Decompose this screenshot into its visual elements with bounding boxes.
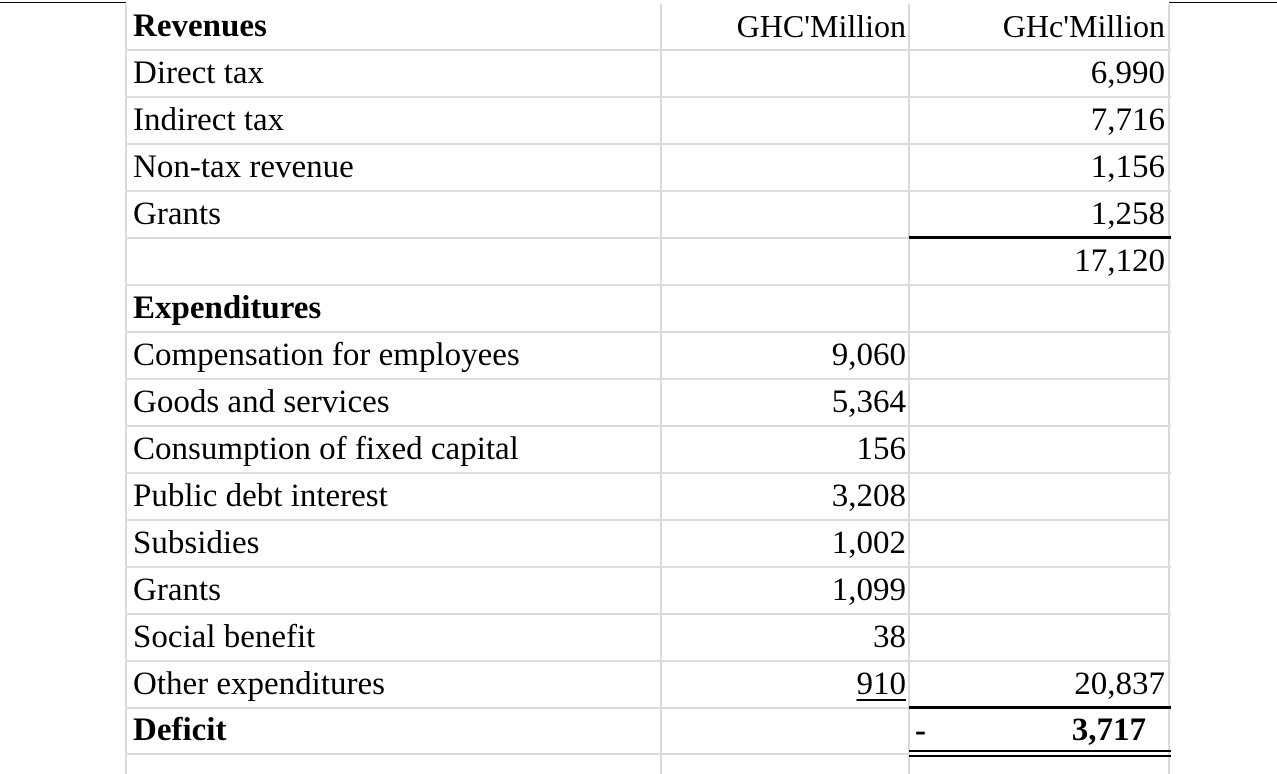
row-label: Other expenditures <box>133 666 385 702</box>
row-value: 7,716 <box>1090 102 1165 138</box>
table-row <box>125 521 1171 568</box>
row-value: 910 <box>856 666 906 702</box>
revenue-total: 17,120 <box>1074 243 1165 279</box>
table-row <box>125 615 1171 662</box>
double-underline-bottom <box>909 755 1171 757</box>
row-value: 1,099 <box>831 572 906 608</box>
row-label: Social benefit <box>133 619 316 655</box>
row-label: Public debt interest <box>133 478 388 514</box>
column-header-ghc: GHC'Million <box>736 8 906 44</box>
table-row <box>125 568 1171 615</box>
table-row <box>125 145 1171 192</box>
row-value: 1,002 <box>831 525 906 561</box>
expenditures-heading-row <box>125 286 1171 333</box>
revenues-heading: Revenues <box>133 8 267 44</box>
deficit-label: Deficit <box>133 712 227 748</box>
column-header-ghc: GHc'Million <box>1002 8 1165 44</box>
table-row <box>125 192 1171 239</box>
table-row <box>125 380 1171 427</box>
deficit-row <box>125 709 1171 752</box>
row-label: Indirect tax <box>133 102 285 138</box>
row-divider <box>125 753 909 755</box>
row-label: Direct tax <box>133 55 265 91</box>
row-value: 3,208 <box>831 478 906 514</box>
row-label: Subsidies <box>133 525 260 561</box>
row-value: 9,060 <box>831 337 906 373</box>
table-row <box>125 662 1171 709</box>
expenditure-total: 20,837 <box>1074 666 1165 702</box>
table-row <box>125 474 1171 521</box>
row-value: 156 <box>856 431 906 467</box>
revenue-total-row <box>125 239 1171 286</box>
budget-table <box>125 4 1171 774</box>
deficit-value: 3,717 <box>1071 712 1146 748</box>
row-value: 1,258 <box>1090 196 1165 232</box>
row-value: 5,364 <box>831 384 906 420</box>
top-border-left <box>0 2 126 3</box>
row-value: 6,990 <box>1090 55 1165 91</box>
top-border-right <box>1169 2 1277 3</box>
row-label: Grants <box>133 572 221 608</box>
table-row <box>125 427 1171 474</box>
table-header-row <box>125 4 1171 51</box>
row-label: Consumption of fixed capital <box>133 431 519 467</box>
row-value: 38 <box>873 619 906 655</box>
table-row <box>125 51 1171 98</box>
row-label: Grants <box>133 196 221 232</box>
row-label: Goods and services <box>133 384 390 420</box>
table-row <box>125 98 1171 145</box>
deficit-sign: - <box>915 713 926 749</box>
row-label: Non-tax revenue <box>133 149 354 185</box>
double-underline-top <box>909 750 1171 752</box>
expenditures-heading: Expenditures <box>133 290 322 326</box>
table-row <box>125 333 1171 380</box>
row-label: Compensation for employees <box>133 337 520 373</box>
row-value: 1,156 <box>1090 149 1165 185</box>
